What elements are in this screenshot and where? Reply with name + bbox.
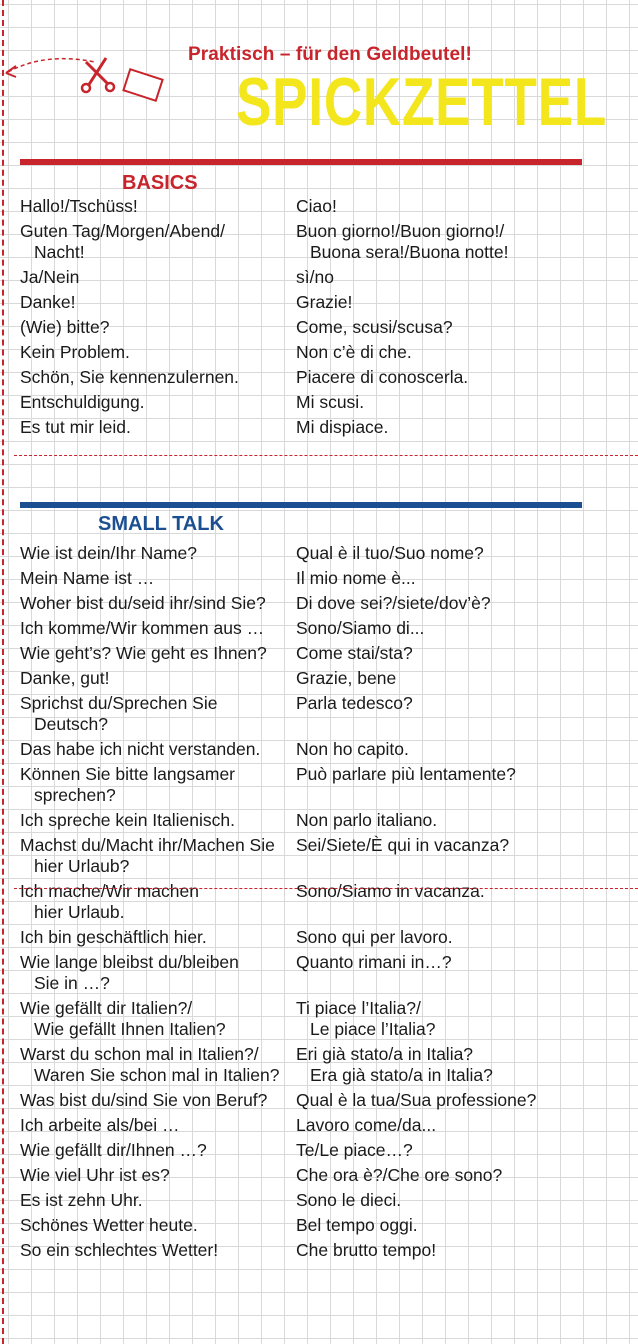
small-talk-rule	[20, 502, 582, 508]
phrase-line: Ich arbeite als/bei …	[20, 1115, 180, 1135]
german-phrase	[20, 668, 296, 689]
header-subtitle: Praktisch – für den Geldbeutel!	[188, 44, 472, 65]
page-title: SPICKZETTEL	[236, 64, 608, 140]
phrase-line: Sie in …?	[34, 973, 110, 993]
german-phrase	[20, 952, 296, 994]
phrase-line: Te/Le piace…?	[296, 1140, 413, 1160]
phrase-line: Wie gefällt dir/Ihnen …?	[20, 1140, 207, 1160]
italian-phrase	[296, 1090, 620, 1111]
italian-phrase	[296, 1190, 620, 1211]
small-talk-phrase-list	[20, 543, 620, 1265]
phrase-line: Schön, Sie kennenzulernen.	[20, 367, 239, 387]
phrase-line: Wie gefällt Ihnen Italien?	[34, 1019, 226, 1039]
phrase-row	[20, 1240, 620, 1261]
phrase-line: Grazie, bene	[296, 668, 397, 688]
italian-phrase	[296, 668, 620, 689]
german-phrase	[20, 392, 296, 413]
italian-phrase	[296, 643, 620, 664]
german-phrase	[20, 1240, 296, 1261]
italian-phrase	[296, 367, 620, 388]
phrase-line: Es ist zehn Uhr.	[20, 1190, 143, 1210]
phrase-line: Che brutto tempo!	[296, 1240, 437, 1260]
phrase-row	[20, 1044, 620, 1086]
phrase-row	[20, 292, 620, 313]
phrase-line: Il mio nome è...	[296, 568, 416, 588]
phrase-line: Non parlo italiano.	[296, 810, 438, 830]
german-phrase	[20, 693, 296, 735]
phrase-line: (Wie) bitte?	[20, 317, 110, 337]
italian-phrase	[296, 392, 620, 413]
phrase-row	[20, 998, 620, 1040]
italian-phrase	[296, 568, 620, 589]
german-phrase	[20, 927, 296, 948]
italian-phrase	[296, 543, 620, 564]
phrase-row	[20, 267, 620, 288]
phrase-row	[20, 568, 620, 589]
german-phrase	[20, 835, 296, 877]
phrase-row	[20, 1140, 620, 1161]
phrase-row	[20, 1190, 620, 1211]
phrase-row	[20, 221, 620, 263]
german-phrase	[20, 764, 296, 806]
phrase-row	[20, 764, 620, 806]
phrase-line: Schönes Wetter heute.	[20, 1215, 198, 1235]
phrase-line: Di dove sei?/siete/dov’è?	[296, 593, 491, 613]
phrase-line: Le piace l’Italia?	[310, 1019, 436, 1039]
phrase-row	[20, 618, 620, 639]
phrase-row	[20, 543, 620, 564]
phrase-line: Danke!	[20, 292, 76, 312]
phrase-line: Ich spreche kein Italienisch.	[20, 810, 235, 830]
basics-phrase-list	[20, 196, 620, 442]
phrase-line: Grazie!	[296, 292, 353, 312]
italian-phrase	[296, 417, 620, 438]
italian-phrase	[296, 1140, 620, 1161]
italian-phrase	[296, 1044, 620, 1086]
german-phrase	[20, 317, 296, 338]
phrase-line: Buon giorno!/Buon giorno!/	[296, 221, 505, 241]
german-phrase	[20, 568, 296, 589]
italian-phrase	[296, 693, 620, 735]
phrase-line: Ich mache/Wir machen	[20, 881, 199, 901]
phrase-line: Come, scusi/scusa?	[296, 317, 453, 337]
german-phrase	[20, 810, 296, 831]
phrase-row	[20, 317, 620, 338]
phrase-line: Wie geht’s? Wie geht es Ihnen?	[20, 643, 267, 663]
phrase-row	[20, 1165, 620, 1186]
italian-phrase	[296, 835, 620, 877]
phrase-line: Wie ist dein/Ihr Name?	[20, 543, 198, 563]
cut-line-vertical	[2, 0, 4, 1344]
italian-phrase	[296, 1240, 620, 1261]
phrase-line: Sono le dieci.	[296, 1190, 402, 1210]
german-phrase	[20, 342, 296, 363]
german-phrase	[20, 292, 296, 313]
italian-phrase	[296, 1165, 620, 1186]
phrase-row	[20, 1090, 620, 1111]
phrase-line: Buona sera!/Buona notte!	[310, 242, 509, 262]
italian-phrase	[296, 196, 620, 217]
phrase-line: Era già stato/a in Italia?	[310, 1065, 493, 1085]
phrase-row	[20, 952, 620, 994]
phrase-line: Sono/Siamo in vacanza.	[296, 881, 485, 901]
phrase-row	[20, 342, 620, 363]
italian-phrase	[296, 927, 620, 948]
phrase-line: Wie lange bleibst du/bleiben	[20, 952, 239, 972]
phrase-line: Ich komme/Wir kommen aus …	[20, 618, 265, 638]
german-phrase	[20, 417, 296, 438]
german-phrase	[20, 196, 296, 217]
phrase-line: Ciao!	[296, 196, 337, 216]
italian-phrase	[296, 292, 620, 313]
phrase-row	[20, 927, 620, 948]
german-phrase	[20, 1090, 296, 1111]
phrase-row	[20, 1115, 620, 1136]
german-phrase	[20, 1115, 296, 1136]
phrase-line: Woher bist du/seid ihr/sind Sie?	[20, 593, 266, 613]
german-phrase	[20, 1190, 296, 1211]
phrase-row	[20, 392, 620, 413]
phrase-line: Nacht!	[34, 242, 85, 262]
phrase-line: Waren Sie schon mal in Italien?	[34, 1065, 280, 1085]
phrase-line: Was bist du/sind Sie von Beruf?	[20, 1090, 268, 1110]
phrase-line: Mi dispiace.	[296, 417, 389, 437]
phrase-row	[20, 693, 620, 735]
phrase-line: Può parlare più lentamente?	[296, 764, 516, 784]
phrase-line: Ti piace l’Italia?/	[296, 998, 421, 1018]
italian-phrase	[296, 267, 620, 288]
phrase-line: Deutsch?	[34, 714, 108, 734]
phrase-line: Sono qui per lavoro.	[296, 927, 453, 947]
phrase-line: Quanto rimani in…?	[296, 952, 452, 972]
italian-phrase	[296, 952, 620, 994]
german-phrase	[20, 998, 296, 1040]
phrase-row	[20, 593, 620, 614]
german-phrase	[20, 367, 296, 388]
phrase-row	[20, 835, 620, 877]
phrase-line: Das habe ich nicht verstanden.	[20, 739, 261, 759]
phrase-line: Mi scusi.	[296, 392, 365, 412]
german-phrase	[20, 739, 296, 760]
italian-phrase	[296, 739, 620, 760]
german-phrase	[20, 618, 296, 639]
phrase-line: sì/no	[296, 267, 334, 287]
italian-phrase	[296, 810, 620, 831]
phrase-line: Bel tempo oggi.	[296, 1215, 418, 1235]
german-phrase	[20, 221, 296, 263]
phrase-line: Machst du/Macht ihr/Machen Sie	[20, 835, 275, 855]
italian-phrase	[296, 998, 620, 1040]
phrase-line: Eri già stato/a in Italia?	[296, 1044, 474, 1064]
basics-heading: BASICS	[122, 172, 198, 194]
italian-phrase	[296, 221, 620, 263]
cut-line-horizontal	[14, 888, 638, 889]
italian-phrase	[296, 593, 620, 614]
german-phrase	[20, 1140, 296, 1161]
german-phrase	[20, 543, 296, 564]
italian-phrase	[296, 1115, 620, 1136]
phrase-line: Qual è il tuo/Suo nome?	[296, 543, 484, 563]
phrase-row	[20, 417, 620, 438]
german-phrase	[20, 643, 296, 664]
phrase-line: Sono/Siamo di...	[296, 618, 425, 638]
phrase-line: hier Urlaub.	[34, 902, 125, 922]
phrase-line: Che ora è?/Che ore sono?	[296, 1165, 503, 1185]
small-talk-heading: SMALL TALK	[98, 513, 224, 535]
basics-rule	[20, 159, 582, 165]
phrase-line: Ich bin geschäftlich hier.	[20, 927, 207, 947]
phrase-line: Piacere di conoscerla.	[296, 367, 469, 387]
phrase-line: Kein Problem.	[20, 342, 130, 362]
phrase-line: Ja/Nein	[20, 267, 80, 287]
cut-line-horizontal	[14, 455, 638, 456]
phrase-row	[20, 643, 620, 664]
german-phrase	[20, 1044, 296, 1086]
phrase-line: Warst du schon mal in Italien?/	[20, 1044, 259, 1064]
phrase-row	[20, 668, 620, 689]
phrase-row	[20, 196, 620, 217]
phrase-line: So ein schlechtes Wetter!	[20, 1240, 219, 1260]
phrase-line: Lavoro come/da...	[296, 1115, 437, 1135]
phrase-row	[20, 739, 620, 760]
phrase-line: Sei/Siete/È qui in vacanza?	[296, 835, 510, 855]
phrase-line: sprechen?	[34, 785, 116, 805]
phrase-line: Non ho capito.	[296, 739, 409, 759]
italian-phrase	[296, 764, 620, 806]
phrase-line: Qual è la tua/Sua professione?	[296, 1090, 537, 1110]
italian-phrase	[296, 1215, 620, 1236]
italian-phrase	[296, 618, 620, 639]
phrase-line: Wie gefällt dir Italien?/	[20, 998, 193, 1018]
phrase-line: Sprichst du/Sprechen Sie	[20, 693, 218, 713]
italian-phrase	[296, 342, 620, 363]
phrase-line: Parla tedesco?	[296, 693, 413, 713]
phrase-line: hier Urlaub?	[34, 856, 130, 876]
phrase-line: Danke, gut!	[20, 668, 110, 688]
phrase-line: Mein Name ist …	[20, 568, 155, 588]
phrase-line: Es tut mir leid.	[20, 417, 131, 437]
phrase-line: Come stai/sta?	[296, 643, 413, 663]
phrase-row	[20, 367, 620, 388]
italian-phrase	[296, 317, 620, 338]
phrase-line: Hallo!/Tschüss!	[20, 196, 138, 216]
german-phrase	[20, 267, 296, 288]
german-phrase	[20, 593, 296, 614]
phrase-row	[20, 1215, 620, 1236]
german-phrase	[20, 1215, 296, 1236]
phrase-line: Non c’è di che.	[296, 342, 412, 362]
scissors-icon	[0, 44, 175, 114]
phrase-row	[20, 810, 620, 831]
german-phrase	[20, 1165, 296, 1186]
phrase-line: Guten Tag/Morgen/Abend/	[20, 221, 225, 241]
phrase-line: Entschuldigung.	[20, 392, 145, 412]
phrase-line: Wie viel Uhr ist es?	[20, 1165, 170, 1185]
phrase-line: Können Sie bitte langsamer	[20, 764, 235, 784]
